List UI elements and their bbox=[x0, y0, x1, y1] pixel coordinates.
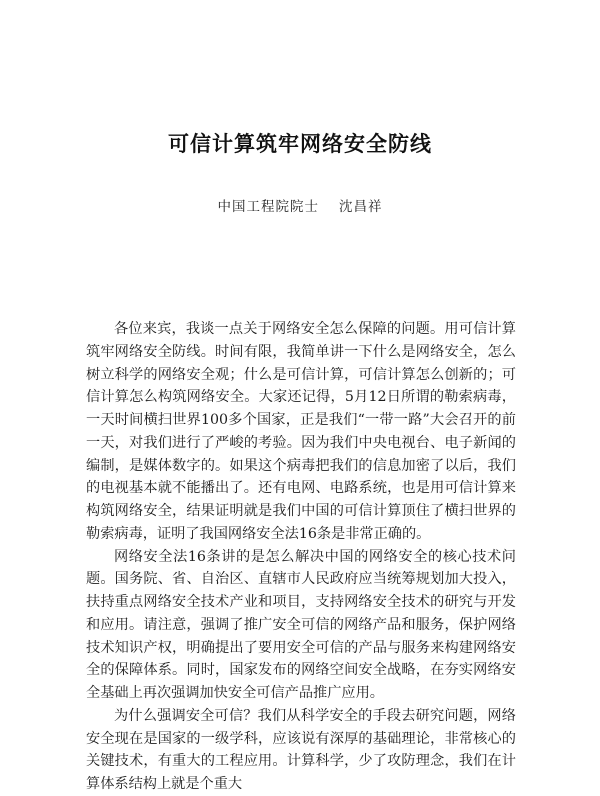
paragraph-2: 网络安全法16条讲的是怎么解决中国的网络安全的核心技术问题。国务院、省、自治区、直辖市人民政府应当统筹规划加大投入，扶持重点网络安全技术产业和项目，支持网络安全技术的研究与开发和应用。请注意，强调了推广安全可信的网络产品和服务，保护网络技术知识产权，明确提出了要用安全可信的产品与服务来构建网络安全的保障体系。同时，国家发布的网络空间安全战略，在夯实网络安全基础上再次强调加快安全可信产品推广应用。 bbox=[86, 548, 516, 701]
author-position: 中国工程院院士 bbox=[217, 199, 319, 215]
page-title: 可信计算筑牢网络安全防线 bbox=[168, 132, 432, 157]
paragraph-3: 为什么强调安全可信？我们从科学安全的手段去研究问题，网络安全现在是国家的一级学科，应该说有深厚的基础理论，非常核心的关键技术，有重大的工程应用。计算科学，少了攻防理念，我们在计算体系结构上就是个重大 bbox=[86, 707, 516, 792]
paragraph-1: 各位来宾，我谈一点关于网络安全怎么保障的问题。用可信计算筑牢网络安全防线。时间有限，我简单讲一下什么是网络安全，怎么树立科学的网络安全观；什么是可信计算，可信计算怎么创新的；可信计算怎么构筑网络安全。大家还记得，5月12日所谓的勒索病毒，一天时间横扫世界100多个国家，正是我们“一带一路”大会召开的前一天，对我们进行了严峻的考验。因为我们中央电视台、电子新闻的编制，是媒体数字的。如果这个病毒把我们的信息加密了以后，我们的电视基本就不能播出了。还有电网、电路系统，也是用可信计算来构筑网络安全，结果证明就是我们中国的可信计算顶住了横扫世界的勒索病毒，证明了我国网络安全法16条是非常正确的。 bbox=[86, 321, 516, 542]
author-name: 沈昌祥 bbox=[339, 199, 383, 215]
author-line bbox=[0, 195, 600, 215]
body-text bbox=[86, 318, 516, 796]
